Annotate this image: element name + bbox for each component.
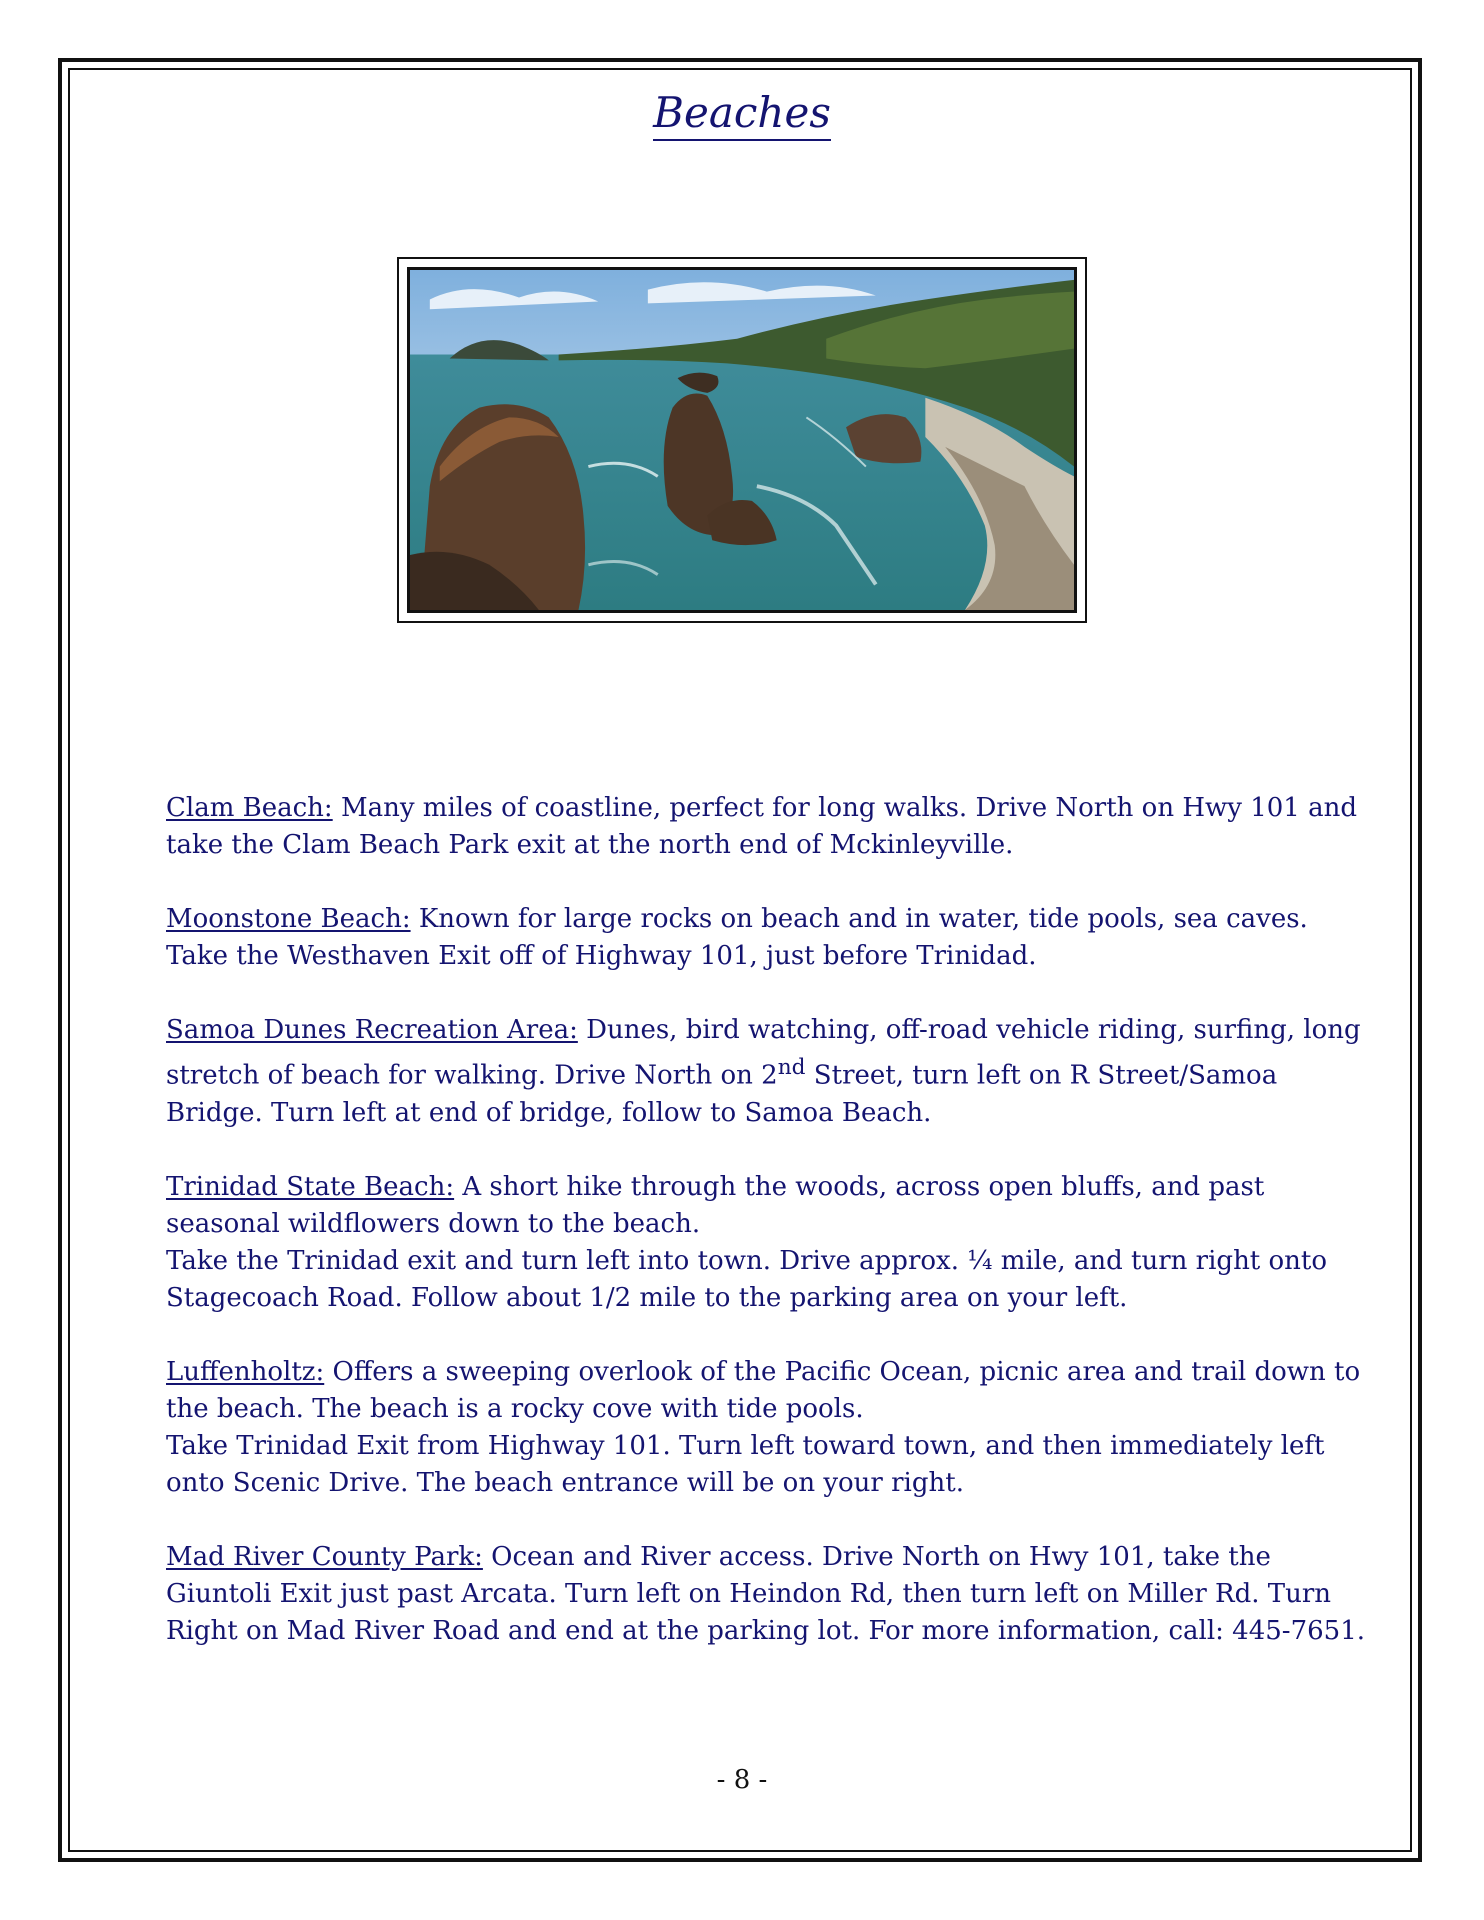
beach-paragraph [166,790,1366,864]
beach-list [166,790,1366,1687]
beach-name-mad-river: Mad River County Park: [166,1541,483,1572]
beach-desc-clam: Many miles of coastline, perfect for long walks. Drive North on Hwy 101 and take the Clam Beach Park exit at the north end of Mckinleyville. [166,793,1357,860]
photo-frame [397,257,1087,623]
beach-entry-trinidad [166,1169,1366,1317]
beach-name-samoa: Samoa Dunes Recreation Area: [166,1015,578,1045]
beach-entry-samoa [166,1012,1366,1132]
beach-paragraph [166,1169,1366,1243]
page-title-text: Beaches [653,88,831,141]
beach-name-clam: Clam Beach: [166,793,333,823]
beach-desc-luffenholtz: Offers a sweeping overlook of the Pacific Ocean, picnic area and trail down to the beach. The beach is a rocky cove with tide pools. [166,1356,1361,1424]
coastline-photo-icon [407,267,1077,613]
beach-desc-samoa-2: Street, turn left on R Street/Samoa Bridge. Turn left at end of bridge, follow to Samoa Beach. [166,1060,1278,1128]
beach-paragraph [166,1012,1366,1132]
beach-entry-clam [166,790,1366,864]
beach-paragraph [166,901,1366,975]
beach-entry-moonstone [166,901,1366,975]
ordinal-suffix: nd [777,1055,806,1080]
beach-desc-samoa-1: Dunes, bird watching, off-road vehicle riding, surfing, long stretch of beach for walking. Drive North on 2 [166,1015,1361,1091]
beach-paragraph [166,1539,1366,1650]
beach-entry-luffenholtz [166,1354,1366,1502]
beach-name-moonstone: Moonstone Beach: [166,904,411,934]
page-title [0,88,1484,137]
beach-paragraph [166,1354,1366,1428]
beach-desc-moonstone: Known for large rocks on beach and in water, tide pools, sea caves. Take the Westhaven Exit off of Highway 101, just before Trinidad. [166,904,1308,971]
page-number: - 8 - [716,1765,768,1795]
beach-name-luffenholtz: Luffenholtz: [166,1356,325,1387]
beach-name-trinidad: Trinidad State Beach: [166,1171,455,1202]
beach-desc-mad-river: Ocean and River access. Drive North on Hwy 101, take the Giuntoli Exit just past Arcata. Turn left on Heindon Rd, then turn left on Miller Rd. Turn Right on Mad River Road and end at the parking lot. For more information, call: 445-7651. [166,1541,1366,1646]
beach-directions-luffenholtz: Take Trinidad Exit from Highway 101. Turn left toward town, and then immediately left onto Scenic Drive. The beach entrance will be on your right. [166,1430,1325,1498]
beach-entry-mad-river [166,1539,1366,1650]
beach-desc-trinidad: A short hike through the woods, across open bluffs, and past seasonal wildflowers down to the beach. [166,1171,1265,1239]
beach-directions-trinidad: Take the Trinidad exit and turn left into town. Drive approx. ¼ mile, and turn right onto Stagecoach Road. Follow about 1/2 mile to the parking area on your left. [166,1245,1328,1313]
